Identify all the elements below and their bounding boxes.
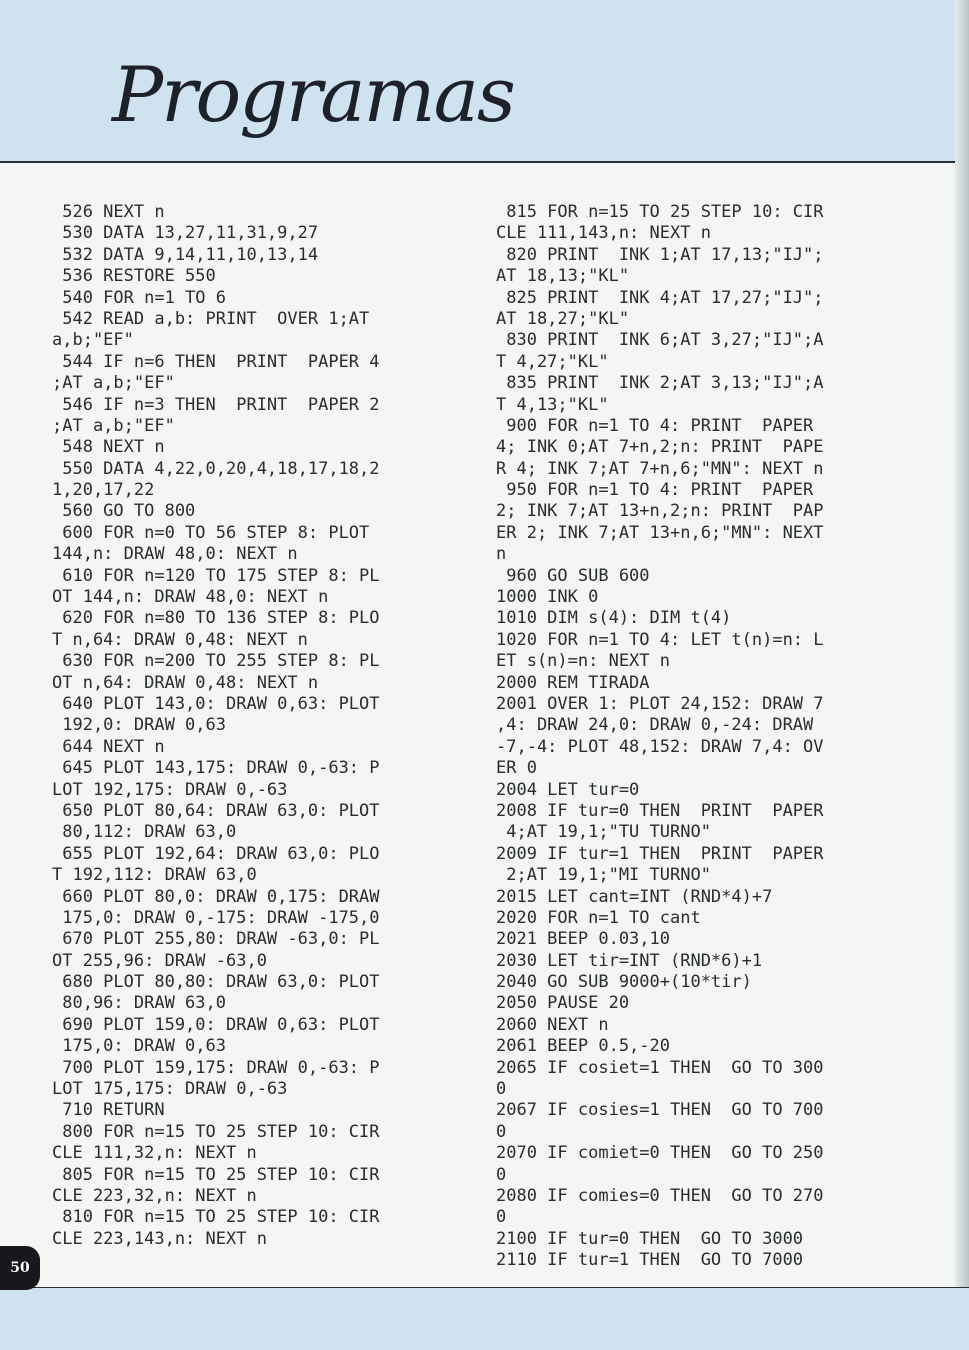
code-line: 640 PLOT 143,0: DRAW 0,63: PLOT — [52, 693, 380, 714]
code-line: 0 — [496, 1207, 507, 1228]
code-line: 2004 LET tur=0 — [496, 779, 640, 800]
code-line: 650 PLOT 80,64: DRAW 63,0: PLOT — [52, 800, 380, 821]
code-line: 2020 FOR n=1 TO cant — [496, 907, 701, 928]
code-line: 532 DATA 9,14,11,10,13,14 — [52, 244, 319, 265]
code-line: 644 NEXT n — [52, 736, 165, 757]
code-line: 815 FOR n=15 TO 25 STEP 10: CIR — [496, 202, 824, 222]
code-line: 660 PLOT 80,0: DRAW 0,175: DRAW — [52, 886, 380, 907]
code-line: 610 FOR n=120 TO 175 STEP 8: PL — [52, 565, 380, 586]
code-line: AT 18,13;"KL" — [496, 266, 630, 287]
code-line: 526 NEXT n — [52, 202, 165, 222]
code-line: 1,20,17,22 — [52, 480, 155, 501]
code-line: 2000 REM TIRADA — [496, 672, 650, 693]
code-line: 2008 IF tur=0 THEN PRINT PAPER — [496, 800, 824, 821]
page-edge — [955, 0, 969, 1350]
code-line: 830 PRINT INK 6;AT 3,27;"IJ";A — [496, 330, 824, 351]
code-line: 80,112: DRAW 63,0 — [52, 822, 237, 843]
code-line: LOT 192,175: DRAW 0,-63 — [52, 779, 288, 800]
code-line: 800 FOR n=15 TO 25 STEP 10: CIR — [52, 1121, 380, 1142]
code-line: ;AT a,b;"EF" — [52, 373, 175, 394]
code-line: 805 FOR n=15 TO 25 STEP 10: CIR — [52, 1164, 380, 1185]
code-line: 175,0: DRAW 0,63 — [52, 1036, 226, 1057]
code-line: 2009 IF tur=1 THEN PRINT PAPER — [496, 843, 824, 864]
code-line: 2110 IF tur=1 THEN GO TO 7000 — [496, 1250, 804, 1271]
code-line: R 4; INK 7;AT 7+n,6;"MN": NEXT n — [496, 458, 824, 479]
code-line: 2040 GO SUB 9000+(10*tir) — [496, 972, 752, 993]
code-line: 0 — [496, 1121, 507, 1142]
code-line: 690 PLOT 159,0: DRAW 0,63: PLOT — [52, 1014, 380, 1035]
code-line: 144,n: DRAW 48,0: NEXT n — [52, 544, 298, 565]
code-line: T 192,112: DRAW 63,0 — [52, 865, 257, 886]
code-line: AT 18,27;"KL" — [496, 308, 630, 329]
code-line: 1010 DIM s(4): DIM t(4) — [496, 608, 732, 629]
code-line: 900 FOR n=1 TO 4: PRINT PAPER — [496, 415, 814, 436]
code-line: 560 GO TO 800 — [52, 501, 196, 522]
code-line: OT 255,96: DRAW -63,0 — [52, 950, 267, 971]
code-line: 2015 LET cant=INT (RND*4)+7 — [496, 886, 773, 907]
code-line: CLE 111,143,n: NEXT n — [496, 223, 711, 244]
page-title: Programas — [112, 50, 514, 139]
code-line: 0 — [496, 1079, 507, 1100]
code-line: 548 NEXT n — [52, 437, 165, 458]
code-line: 2060 NEXT n — [496, 1014, 609, 1035]
code-line: 630 FOR n=200 TO 255 STEP 8: PL — [52, 651, 380, 672]
code-line: 670 PLOT 255,80: DRAW -63,0: PL — [52, 929, 380, 950]
code-line: 530 DATA 13,27,11,31,9,27 — [52, 223, 319, 244]
code-line: 2050 PAUSE 20 — [496, 993, 630, 1014]
code-line: 600 FOR n=0 TO 56 STEP 8: PLOT — [52, 522, 370, 543]
code-line: 710 RETURN — [52, 1100, 165, 1121]
footer-band — [0, 1288, 969, 1350]
header-divider — [0, 161, 969, 163]
code-line: 2021 BEEP 0.03,10 — [496, 929, 670, 950]
code-column-right — [496, 202, 921, 1272]
code-line: 2070 IF comiet=0 THEN GO TO 250 — [496, 1143, 824, 1164]
code-line: 175,0: DRAW 0,-175: DRAW -175,0 — [52, 907, 380, 928]
code-line: 4;AT 19,1;"TU TURNO" — [496, 822, 711, 843]
code-line: OT n,64: DRAW 0,48: NEXT n — [52, 672, 319, 693]
code-line: 960 GO SUB 600 — [496, 565, 650, 586]
code-line: 825 PRINT INK 4;AT 17,27;"IJ"; — [496, 287, 824, 308]
code-line: 2065 IF cosiet=1 THEN GO TO 300 — [496, 1057, 824, 1078]
code-line: 2;AT 19,1;"MI TURNO" — [496, 865, 711, 886]
code-line: LOT 175,175: DRAW 0,-63 — [52, 1079, 288, 1100]
code-column-left — [52, 202, 472, 1250]
code-line: 950 FOR n=1 TO 4: PRINT PAPER — [496, 480, 814, 501]
code-line: 700 PLOT 159,175: DRAW 0,-63: P — [52, 1057, 380, 1078]
code-line: T n,64: DRAW 0,48: NEXT n — [52, 629, 308, 650]
code-line: 2; INK 7;AT 13+n,2;n: PRINT PAP — [496, 501, 824, 522]
code-line: n — [496, 544, 507, 565]
code-line: 2080 IF comies=0 THEN GO TO 270 — [496, 1185, 824, 1206]
code-line: T 4,13;"KL" — [496, 394, 609, 415]
code-line: 2100 IF tur=0 THEN GO TO 3000 — [496, 1228, 804, 1249]
code-line: 645 PLOT 143,175: DRAW 0,-63: P — [52, 758, 380, 779]
code-line: 2061 BEEP 0.5,-20 — [496, 1036, 670, 1057]
page-number: 50 — [0, 1246, 40, 1290]
code-line: CLE 223,143,n: NEXT n — [52, 1228, 267, 1249]
code-line: 2001 OVER 1: PLOT 24,152: DRAW 7 — [496, 693, 824, 714]
code-line: T 4,27;"KL" — [496, 351, 609, 372]
code-line: 680 PLOT 80,80: DRAW 63,0: PLOT — [52, 972, 380, 993]
code-line: 546 IF n=3 THEN PRINT PAPER 2 — [52, 394, 380, 415]
code-line: 544 IF n=6 THEN PRINT PAPER 4 — [52, 351, 380, 372]
code-line: 835 PRINT INK 2;AT 3,13;"IJ";A — [496, 373, 824, 394]
code-line: 0 — [496, 1164, 507, 1185]
code-line: ;AT a,b;"EF" — [52, 415, 175, 436]
code-line: 810 FOR n=15 TO 25 STEP 10: CIR — [52, 1207, 380, 1228]
code-line: OT 144,n: DRAW 48,0: NEXT n — [52, 587, 329, 608]
code-line: 536 RESTORE 550 — [52, 266, 216, 287]
code-line: 542 READ a,b: PRINT OVER 1;AT — [52, 308, 370, 329]
code-line: -7,-4: PLOT 48,152: DRAW 7,4: OV — [496, 736, 824, 757]
code-line: ET s(n)=n: NEXT n — [496, 651, 670, 672]
code-line: ER 2; INK 7;AT 13+n,6;"MN": NEXT — [496, 522, 824, 543]
code-line: 80,96: DRAW 63,0 — [52, 993, 226, 1014]
code-line: ER 0 — [496, 758, 537, 779]
code-line: 620 FOR n=80 TO 136 STEP 8: PLO — [52, 608, 380, 629]
code-line: 4; INK 0;AT 7+n,2;n: PRINT PAPE — [496, 437, 824, 458]
code-line: 540 FOR n=1 TO 6 — [52, 287, 226, 308]
code-line: 2067 IF cosies=1 THEN GO TO 700 — [496, 1100, 824, 1121]
code-line: CLE 223,32,n: NEXT n — [52, 1185, 257, 1206]
code-line: 550 DATA 4,22,0,20,4,18,17,18,2 — [52, 458, 380, 479]
code-line: 1000 INK 0 — [496, 587, 599, 608]
code-line: CLE 111,32,n: NEXT n — [52, 1143, 257, 1164]
code-line: ,4: DRAW 24,0: DRAW 0,-24: DRAW — [496, 715, 814, 736]
code-line: 192,0: DRAW 0,63 — [52, 715, 226, 736]
code-line: 820 PRINT INK 1;AT 17,13;"IJ"; — [496, 244, 824, 265]
code-line: 1020 FOR n=1 TO 4: LET t(n)=n: L — [496, 629, 824, 650]
code-line: 655 PLOT 192,64: DRAW 63,0: PLO — [52, 843, 380, 864]
code-line: 2030 LET tir=INT (RND*6)+1 — [496, 950, 763, 971]
code-line: a,b;"EF" — [52, 330, 134, 351]
